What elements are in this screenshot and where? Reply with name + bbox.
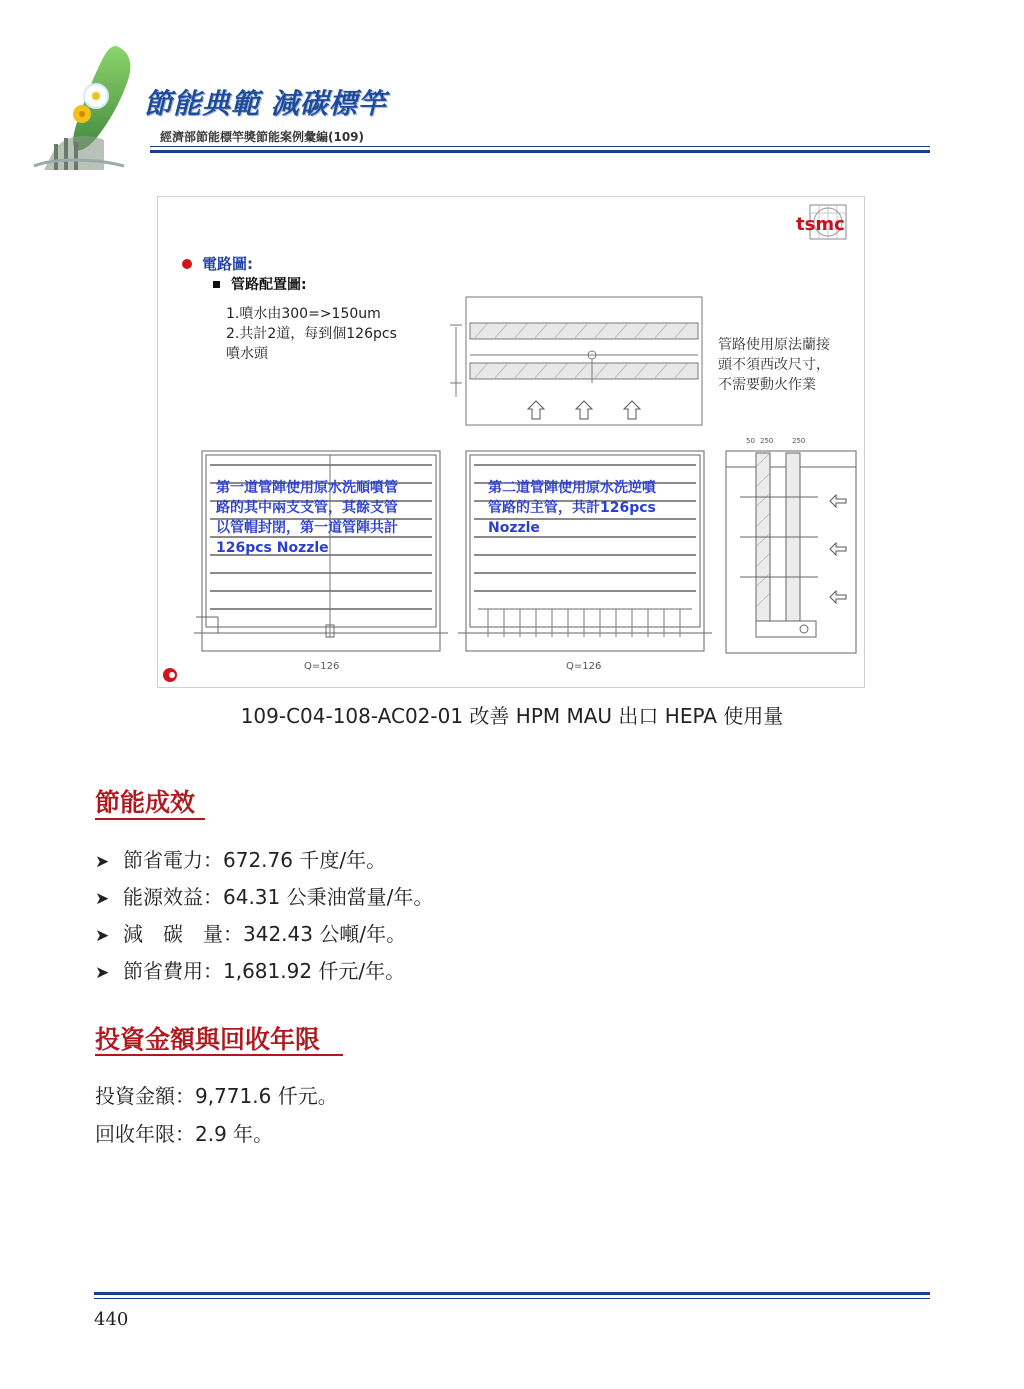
list-item-text: 減 碳 量：342.43 公噸/年。 [123, 922, 407, 946]
list-item [95, 918, 406, 947]
section2-underline [95, 1054, 343, 1056]
brand-subtitle: 經濟部節能標竿獎節能案例彙編(109) [160, 130, 365, 144]
panel1-label: Q=126 [304, 661, 340, 672]
panel1-note [216, 479, 398, 556]
panel1-note-line-1: 第一道管陣使用原水洗順噴管 [216, 480, 398, 496]
side-note-line-1: 管路使用原法蘭接 [718, 337, 830, 353]
list-item [95, 881, 433, 910]
investment-amount: 投資金額：9,771.6 仟元。 [95, 1084, 338, 1108]
list-item-text: 節省電力：672.76 千度/年。 [123, 848, 387, 872]
header-rule-thick [150, 150, 930, 153]
header-rule-thin [150, 146, 930, 147]
list-item [95, 955, 405, 984]
airflow-up-arrow-icon [528, 401, 640, 419]
airflow-left-arrow-icon [830, 495, 846, 603]
section1-underline [95, 818, 205, 820]
list-item-text: 節省費用：1,681.92 仟元/年。 [123, 959, 406, 983]
piping-diagram [158, 197, 864, 687]
dim-label-2: 250 [760, 437, 774, 445]
dim-label-3: 250 [792, 437, 806, 445]
note-line-2: 2.共計2道，每到個126pcs [226, 326, 397, 342]
side-note-line-2: 頭不須西改尺寸， [718, 357, 830, 373]
note-line-3: 噴水頭 [226, 346, 268, 362]
taiwan-map-logo-icon [24, 40, 164, 180]
panel2-label: Q=126 [566, 661, 602, 672]
section1-title: 節能成效 [95, 788, 196, 817]
panel2-note-line-3: Nozzle [488, 520, 540, 536]
panel2-note-line-2: 管路的主管，共計126pcs [488, 500, 656, 516]
figure-subheading: 管路配置圖: [231, 277, 307, 293]
panel1-note-line-4: 126pcs Nozzle [216, 540, 329, 556]
arrow-bullet-icon: ➤ [95, 963, 110, 983]
square-bullet-icon [213, 281, 220, 288]
list-item-text: 能源效益：64.31 公秉油當量/年。 [123, 885, 434, 909]
dim-label-1: 50 [746, 437, 755, 445]
panel2-note-line-1: 第二道管陣使用原水洗逆噴 [488, 480, 656, 496]
piping-diagram-figure [157, 196, 865, 688]
brand-title: 節能典範 減碳標竿 [144, 87, 387, 120]
arrow-bullet-icon: ➤ [95, 926, 110, 946]
note-line-1: 1.噴水由300=>150um [226, 306, 381, 322]
list-item [95, 844, 386, 873]
panel2-note [488, 479, 658, 536]
footer-rule-thin [94, 1298, 930, 1299]
panel1-note-line-3: 以管帽封閉，第一道管陣共計 [216, 520, 398, 536]
figure-caption: 109-C04-108-AC02-01 改善 HPM MAU 出口 HEPA 使用量 [240, 704, 784, 728]
section2-title: 投資金額與回收年限 [95, 1025, 321, 1054]
slide-corner-icon [163, 668, 177, 682]
top-elevation-drawing [450, 297, 702, 425]
arrow-bullet-icon: ➤ [95, 889, 110, 909]
side-note-line-3: 不需要動火作業 [718, 377, 816, 393]
footer-rule-thick [94, 1292, 930, 1295]
arrow-bullet-icon: ➤ [95, 852, 110, 872]
panel1-note-line-2: 路的其中兩支支管，其餘支管 [216, 500, 398, 516]
tsmc-logo-text: tsmc [796, 214, 845, 235]
page-number: 440 [94, 1309, 129, 1330]
red-bullet-icon [182, 259, 192, 269]
figure-heading: 電路圖: [202, 255, 253, 273]
payback-period: 回收年限：2.9 年。 [95, 1122, 274, 1146]
